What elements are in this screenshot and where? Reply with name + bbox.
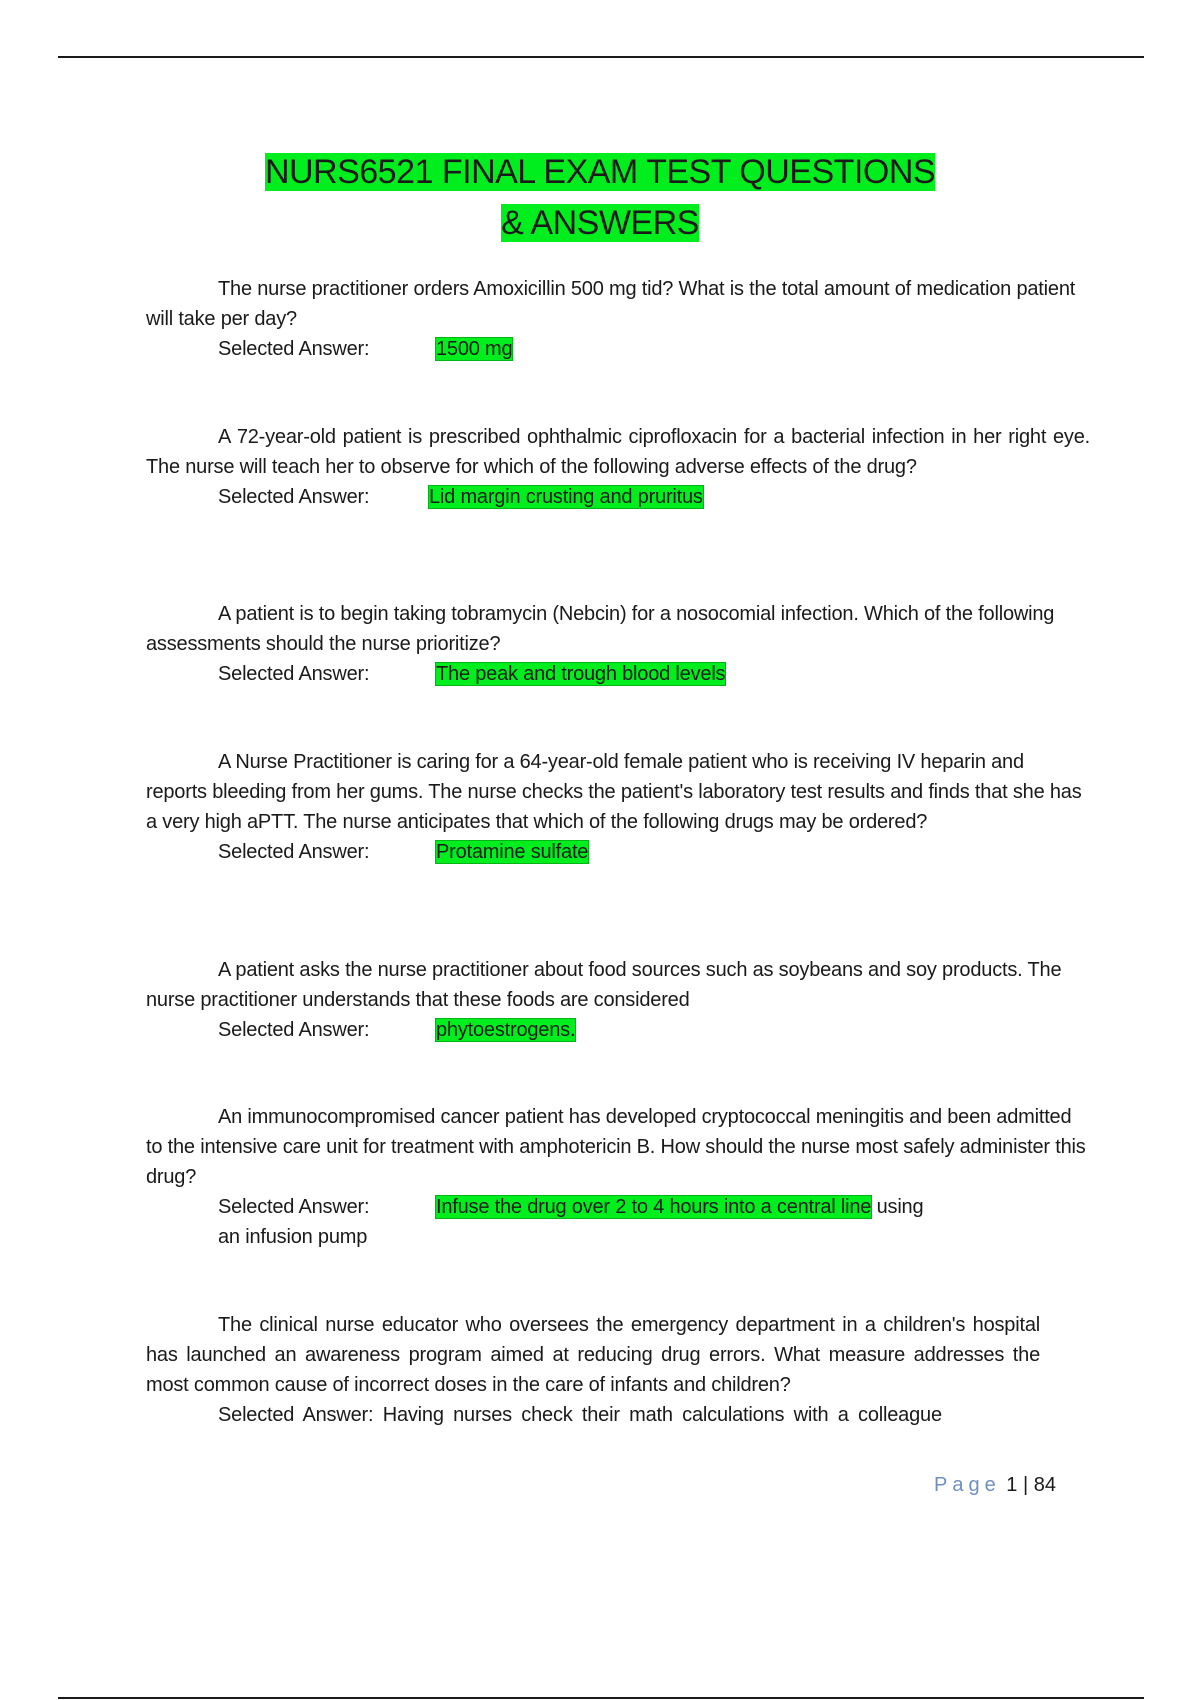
selected-answer: Infuse the drug over 2 to 4 hours into a central line [436, 1196, 872, 1218]
answer-label: Selected Answer: [218, 1019, 370, 1041]
question-block [146, 747, 1090, 867]
answer-row [218, 837, 1090, 867]
answer-label: Selected Answer: [218, 663, 370, 685]
selected-answer: Having nurses check their math calculations with a colleague [382, 1404, 942, 1426]
page-title [0, 147, 1200, 249]
question-block [146, 1102, 1090, 1252]
answer-label: Selected Answer: [218, 338, 370, 360]
question-text: A 72-year-old patient is prescribed ophthalmic ciprofloxacin for a bacterial infection in her right eye. The nurse will teach her to observe for which of the following adverse effects of the drug? [146, 426, 1090, 478]
answer-label: Selected Answer: [218, 486, 370, 508]
answer-label: Selected Answer: [218, 841, 370, 863]
selected-answer: 1500 mg [436, 338, 513, 360]
question-block [146, 599, 1090, 689]
answer-row [218, 1192, 1090, 1222]
question-text: A patient is to begin taking tobramycin (Nebcin) for a nosocomial infection. Which of the following assessments should the nurse prioritize? [146, 603, 1055, 655]
question-block [146, 1310, 1040, 1430]
page-separator: | [1022, 1474, 1029, 1496]
title-line-1: NURS6521 FINAL EXAM TEST QUESTIONS [264, 153, 936, 191]
question-text: A patient asks the nurse practitioner about food sources such as soybeans and soy products. The nurse practitioner understands that these foods are considered [146, 959, 1062, 1011]
answer-label: Selected Answer: [218, 1196, 370, 1218]
selected-answer: The peak and trough blood levels [436, 663, 726, 685]
page-total: 84 [1033, 1474, 1056, 1496]
answer-row [218, 1015, 1090, 1045]
page-number [934, 1470, 1056, 1500]
answer-row [218, 482, 1090, 512]
selected-answer: Protamine sulfate [436, 841, 589, 863]
selected-answer: Lid margin crusting and pruritus [429, 486, 703, 508]
selected-answer: phytoestrogens. [436, 1019, 576, 1041]
answer-continuation-line: an infusion pump [218, 1226, 368, 1248]
question-block [146, 422, 1090, 512]
title-line-2: & ANSWERS [501, 204, 699, 242]
page-word: Page [934, 1474, 1001, 1496]
answer-row [218, 334, 1090, 364]
answer-row [218, 659, 1090, 689]
answer-continuation: using [876, 1196, 924, 1218]
question-text: The nurse practitioner orders Amoxicillin 500 mg tid? What is the total amount of medication patient will take per day? [146, 278, 1076, 330]
question-text: An immunocompromised cancer patient has developed cryptococcal meningitis and been admitted to the intensive care unit for treatment with amphotericin B. How should the nurse most safely administer this drug? [146, 1106, 1086, 1188]
question-block [146, 955, 1090, 1045]
question-block [146, 274, 1090, 364]
answer-label: Selected Answer: [218, 1404, 374, 1426]
question-text: The clinical nurse educator who oversees the emergency department in a children's hospital has launched an awareness program aimed at reducing drug errors. What measure addresses the most common cause of incorrect doses in the care of infants and children? [146, 1314, 1040, 1396]
header-rule [58, 56, 1144, 58]
question-text: A Nurse Practitioner is caring for a 64-year-old female patient who is receiving IV heparin and reports bleeding from her gums. The nurse checks the patient's laboratory test results and finds that she has a very high aPTT. The nurse anticipates that which of the following drugs may be ordered? [146, 751, 1082, 833]
answer-row [218, 1400, 1040, 1430]
footer-rule [58, 1697, 1144, 1699]
page-current: 1 [1006, 1474, 1018, 1496]
